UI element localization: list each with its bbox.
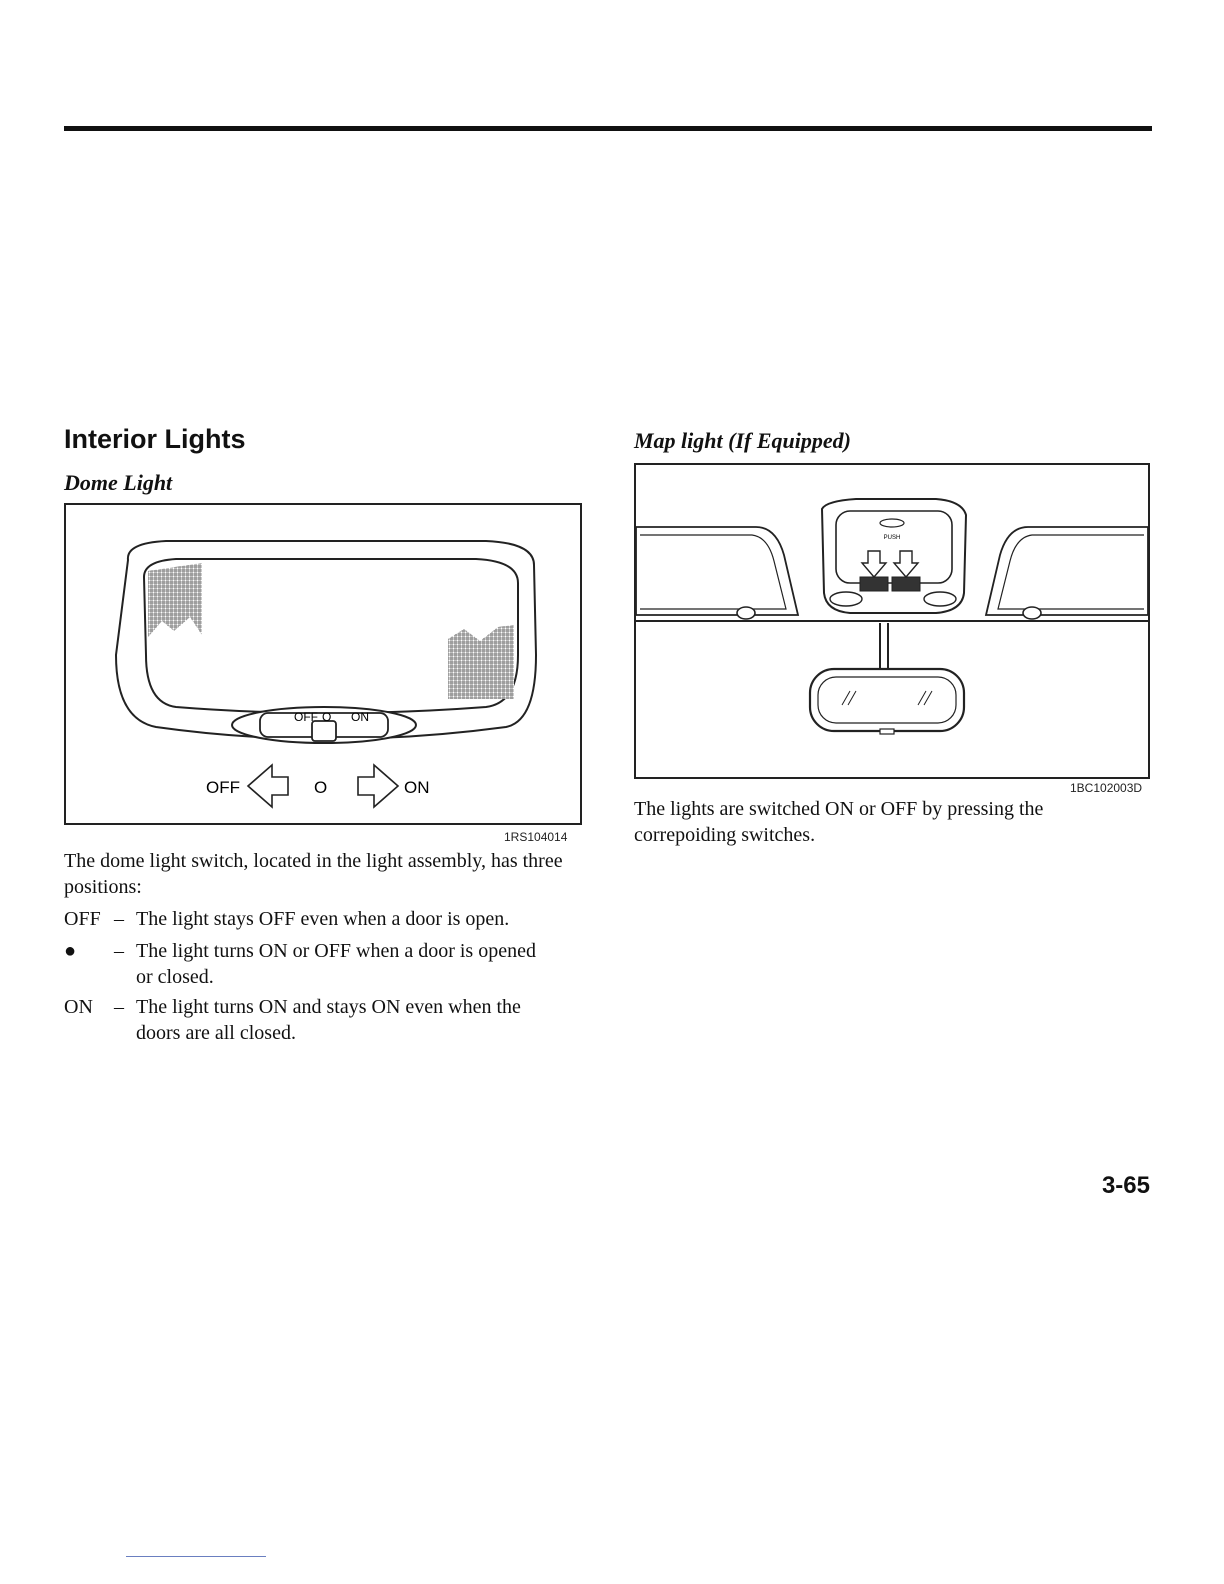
position-dash: – <box>114 908 124 930</box>
map-light-heading: Map light (If Equipped) <box>634 428 851 453</box>
arrow-on-label: ON <box>404 778 430 797</box>
position-item-off <box>64 906 624 934</box>
arrow-center-label: O <box>314 778 328 797</box>
push-label: PUSH <box>883 535 901 541</box>
switch-off-label: OFF <box>294 710 318 724</box>
position-description: The light stays OFF even when a door is open. <box>136 908 510 930</box>
map-light-illustration <box>636 465 1148 777</box>
position-item-door <box>64 938 624 992</box>
position-dash: – <box>114 940 124 962</box>
footer-line <box>126 1556 266 1557</box>
position-description: The light turns ON and stays ON even when the doors are all closed. <box>136 996 521 1044</box>
map-switch-right <box>892 577 920 591</box>
dome-light-figure <box>64 503 582 825</box>
dome-light-heading: Dome Light <box>64 470 173 495</box>
right-arrow-icon <box>358 765 398 807</box>
map-light-text: The lights are switched ON or OFF by pressing the correpoiding switches. <box>634 798 1044 846</box>
position-dash: – <box>114 996 124 1018</box>
header-rule <box>64 126 1152 131</box>
position-item-on <box>64 994 624 1048</box>
position-term: OFF <box>64 908 101 930</box>
dome-intro-text: The dome light switch, located in the light assembly, has three positions: <box>64 850 563 898</box>
switch-on-label: ON <box>351 710 369 724</box>
map-switch-left <box>860 577 888 591</box>
section-title: Interior Lights <box>64 424 246 454</box>
arrow-off-label: OFF <box>206 778 240 797</box>
switch-center-label: O <box>322 710 332 724</box>
map-figure-id: 1BC102003D <box>1070 781 1143 795</box>
dome-figure-id: 1RS104014 <box>504 830 568 844</box>
dome-light-illustration <box>66 505 580 823</box>
bullet-icon: ● <box>64 940 77 962</box>
page-number: 3-65 <box>1101 1172 1150 1199</box>
position-term: ON <box>64 996 93 1018</box>
left-arrow-icon <box>248 765 288 807</box>
map-light-figure <box>634 463 1150 779</box>
position-description: The light turns ON or OFF when a door is opened or closed. <box>136 940 536 988</box>
